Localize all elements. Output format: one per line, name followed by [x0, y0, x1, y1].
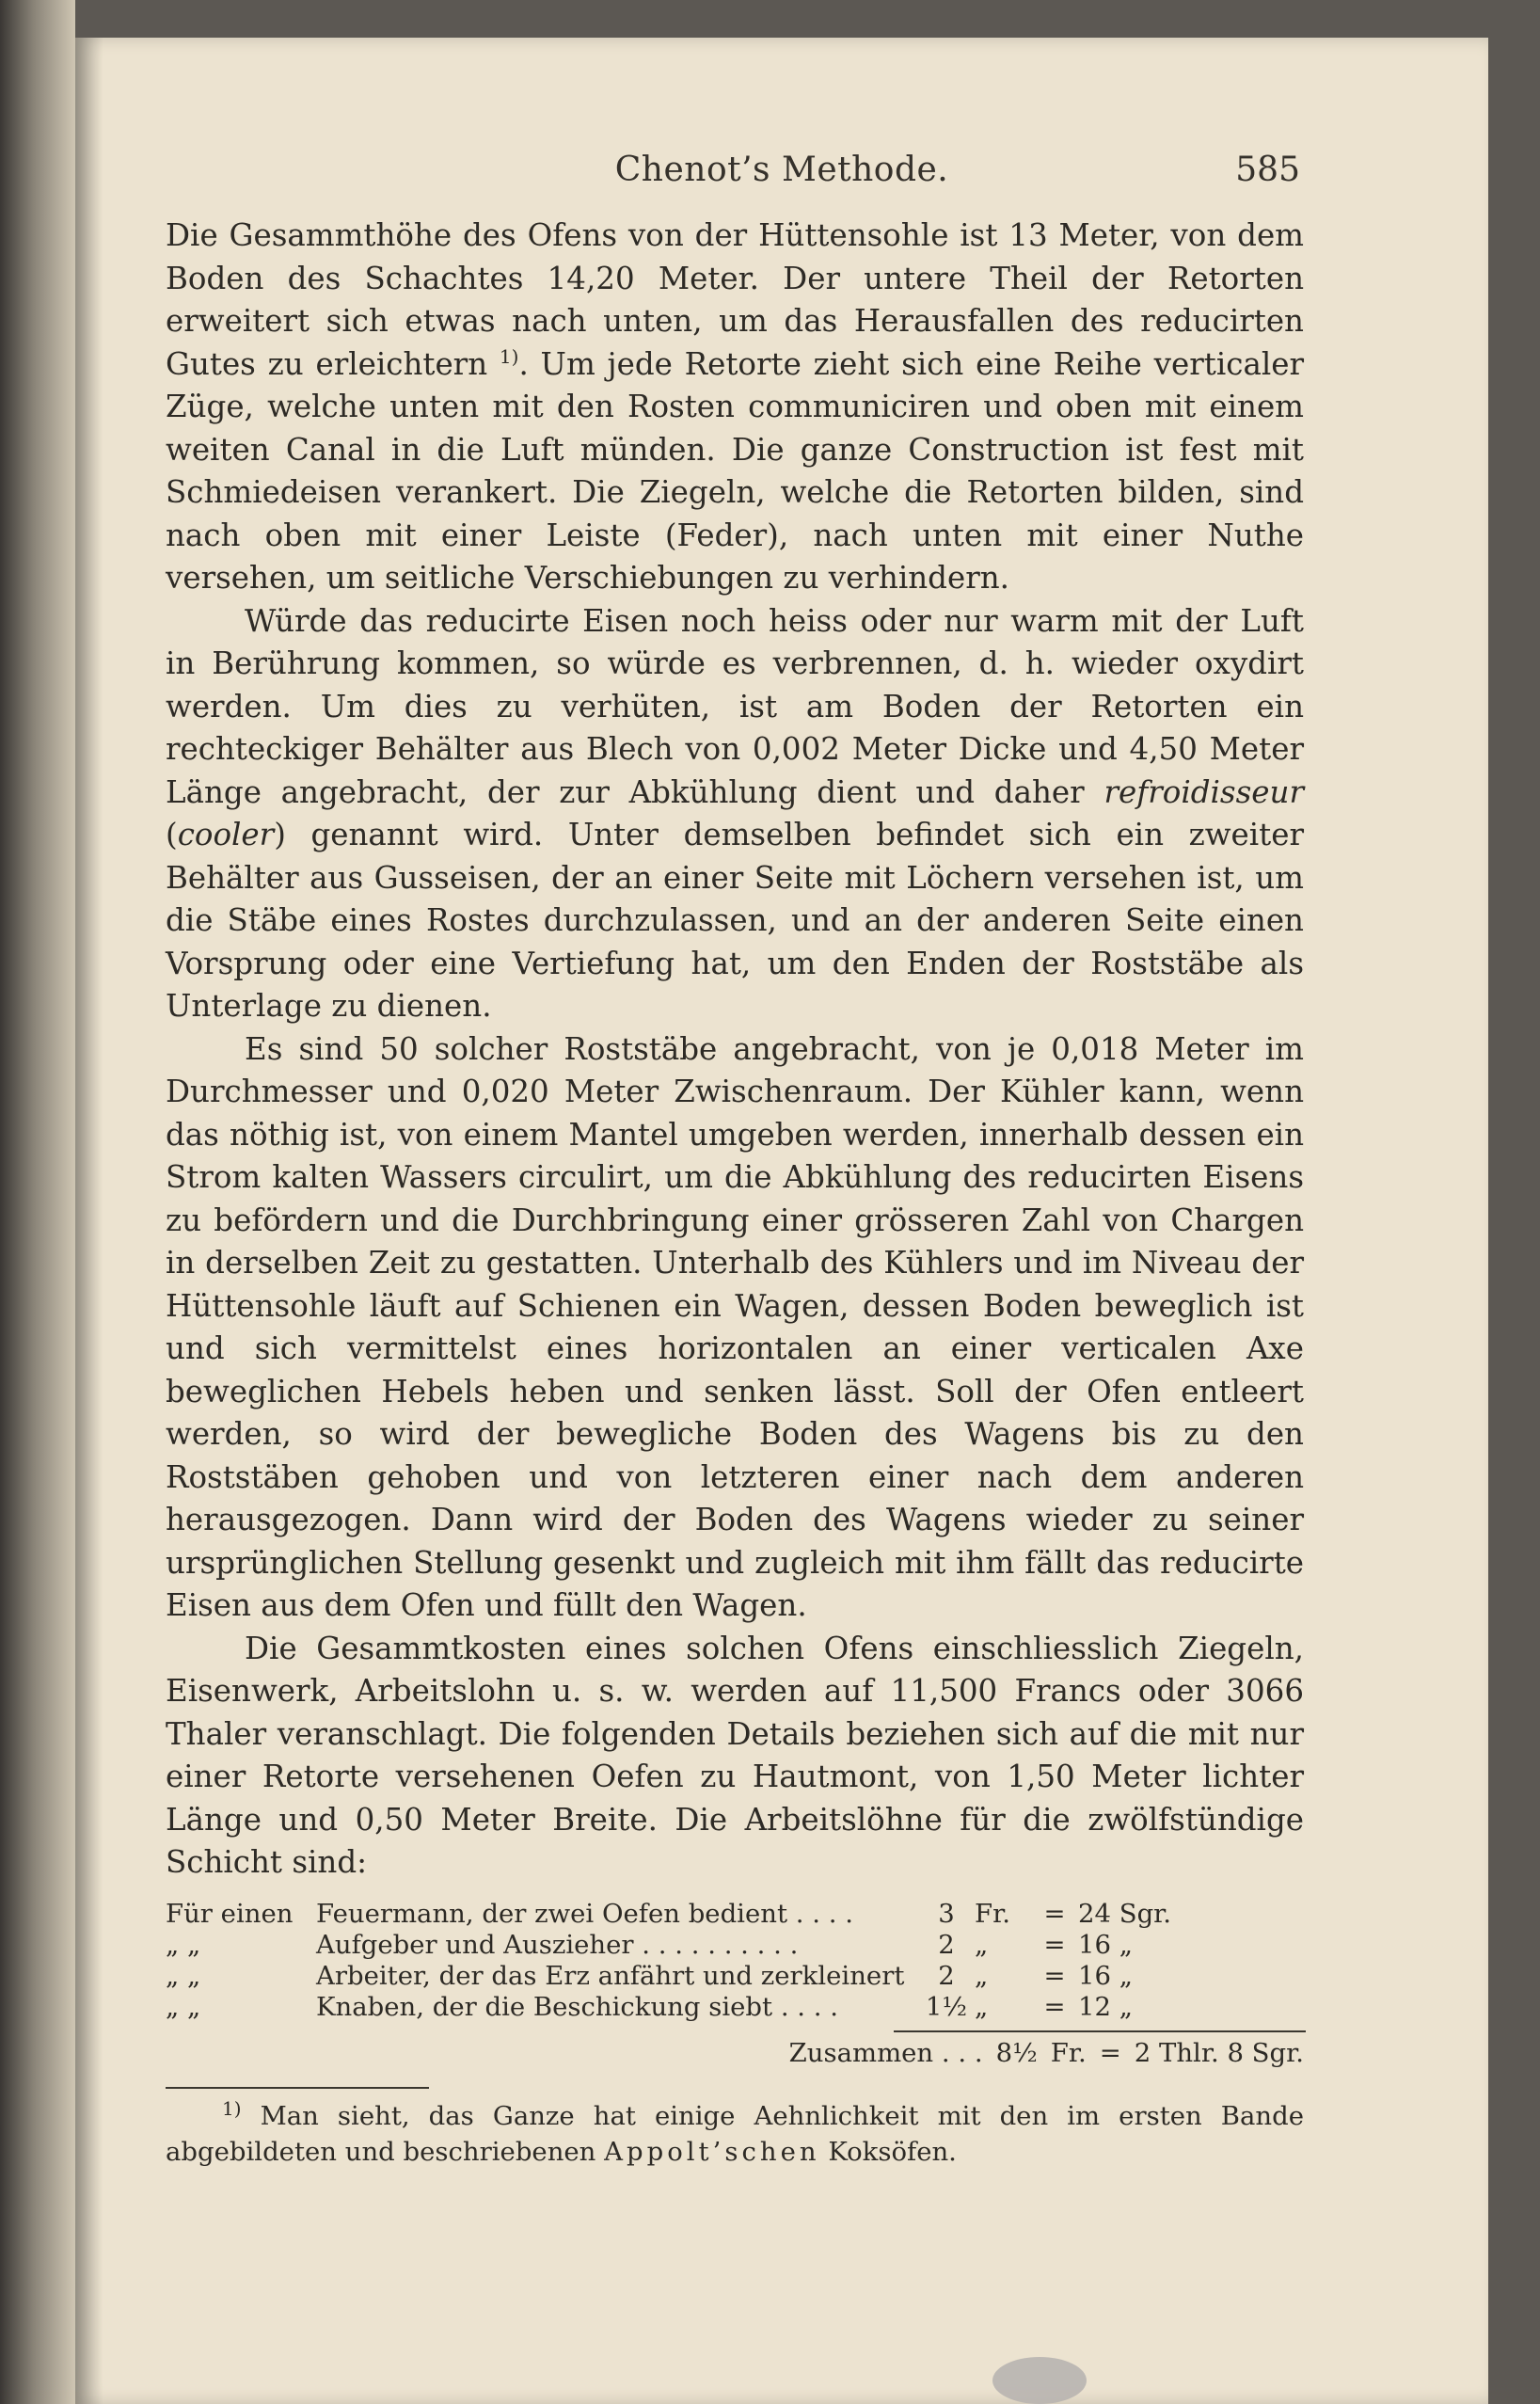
- total-equals: =: [1099, 2038, 1121, 2068]
- wage-role: Knaben, der die Beschickung siebt . . . .: [316, 1992, 839, 2022]
- total-unit: Fr.: [1050, 2038, 1087, 2068]
- wage-unit: „: [975, 1992, 989, 2022]
- paragraph: Es sind 50 solcher Roststäbe angebracht, von je 0,018 Meter im Durchmesser und 0,020 Meter Zwischenraum. Der Kühler kann, wenn das nöthig ist, von einem Mantel umgeben werden, innerhalb dessen ein Strom kalten Wassers circulirt, um die Abkühlung des reducirten Eisens zu befördern und die Durchbringung einer grösseren Zahl von Chargen in derselben Zeit zu gestatten. Unterhalb des Kühlers und im Niveau der Hüttensohle läuft auf Schienen ein Wagen, dessen Boden beweglich ist und sich vermittelst eines horizontalen an einer verticalen Axe beweglichen Hebels heben und senken lässt. Soll der Ofen entleert werden, so wird der bewegliche Boden des Wagens bis zu den Roststäben gehoben und von letzteren einer nach dem anderen herausgezogen. Dann wird der Boden des Wagens wieder zu seiner ursprünglichen Stellung gesenkt und zugleich mit ihm fällt das reducirte Eisen aus dem Ofen und füllt den Wagen.: [166, 1030, 1304, 1623]
- book-page: [75, 38, 1488, 2404]
- wage-unit: „: [975, 1930, 989, 1960]
- wage-sgr: 16 „: [1078, 1961, 1133, 1991]
- footnote: [166, 2098, 1304, 2170]
- wage-francs: 3: [938, 1899, 955, 1929]
- footnote-rule: [166, 2087, 429, 2089]
- paragraph-text: (: [166, 817, 178, 852]
- running-title: Chenot’s Methode.: [614, 151, 949, 189]
- footnote-text: Man sieht, das Ganze hat einige Aehnlichkeit mit den im ersten Bande abgebildeten und beschriebenen: [166, 2101, 1304, 2167]
- sum-rule: [894, 2030, 1306, 2032]
- total-francs: 8½: [995, 2038, 1038, 2068]
- paragraph: [166, 600, 1304, 1028]
- spine-shadow: [75, 38, 103, 2404]
- footnote-text: Koksöfen.: [819, 2137, 957, 2167]
- wage-francs: 2: [938, 1930, 955, 1960]
- table-row: [166, 1961, 1304, 1992]
- wage-role: Aufgeber und Auszieher . . . . . . . . . .: [316, 1930, 799, 1960]
- wage-equals: =: [1043, 1930, 1066, 1960]
- facing-page-edge: [0, 0, 75, 2404]
- wage-unit: „: [975, 1961, 989, 1991]
- footnote-name: Appolt’schen: [604, 2137, 820, 2167]
- wage-francs: 1½: [925, 1992, 968, 2022]
- page-header: [75, 151, 1488, 207]
- footnote-mark: 1): [222, 2096, 242, 2120]
- table-row: [166, 1899, 1304, 1930]
- italic-term: cooler: [177, 817, 275, 852]
- wage-who: „ „: [166, 1992, 201, 2022]
- table-row: [166, 1992, 1304, 2023]
- total-label: Zusammen . . .: [788, 2038, 983, 2068]
- body-text: [166, 215, 1304, 1885]
- footnote-reference: 1): [499, 344, 519, 368]
- wage-unit: Fr.: [975, 1899, 1010, 1929]
- paragraph-text: . Um jede Retorte zieht sich eine Reihe verticaler Züge, welche unten mit den Rosten communiciren und oben mit einem weiten Canal in die Luft münden. Die ganze Construction ist fest mit Schmiedeisen verankert. Die Ziegeln, welche die Retorten bilden, sind nach oben mit einer Leiste (Feder), nach unten mit einer Nuthe versehen, um seitliche Verschiebungen zu verhindern.: [166, 345, 1304, 596]
- wage-who: „ „: [166, 1930, 201, 1960]
- wage-equals: =: [1043, 1992, 1066, 2022]
- wage-equals: =: [1043, 1899, 1066, 1929]
- paragraph-text: Die Gesammthöhe des Ofens von der Hüttensohle ist 13 Meter, von dem Boden des Schachtes 14,20 Meter. Der untere Theil der Retorten erweitert sich etwas nach unten, um das Herausfallen des reducirten Gutes zu erleichtern: [166, 217, 1304, 382]
- page-number: 585: [1235, 151, 1300, 189]
- table-row: [166, 1930, 1304, 1961]
- wage-table: [166, 1899, 1304, 2023]
- wage-sgr: 24 Sgr.: [1078, 1899, 1172, 1929]
- wage-francs: 2: [938, 1961, 955, 1991]
- wage-equals: =: [1043, 1961, 1066, 1991]
- wage-who: Für einen: [166, 1899, 294, 1929]
- wage-who: „ „: [166, 1961, 201, 1991]
- total-row: [166, 2037, 1304, 2069]
- thumb-mark: [992, 2357, 1087, 2404]
- italic-term: refroidisseur: [1103, 773, 1304, 810]
- total-amount: 2 Thlr. 8 Sgr.: [1134, 2038, 1304, 2068]
- wage-role: Feuermann, der zwei Oefen bedient . . . .: [316, 1899, 853, 1929]
- paragraph: [166, 215, 1304, 600]
- paragraph-text: Würde das reducirte Eisen noch heiss oder nur warm mit der Luft in Berührung kommen, so würde es verbrennen, d. h. wieder oxydirt werden. Um dies zu verhüten, ist am Boden der Retorten ein rechteckiger Behälter aus Blech von 0,002 Meter Dicke und 4,50 Meter Länge angebracht, der zur Abkühlung dient und daher: [166, 602, 1304, 810]
- wage-sgr: 12 „: [1078, 1992, 1133, 2022]
- wage-role: Arbeiter, der das Erz anfährt und zerkleinert: [316, 1961, 905, 1991]
- wage-sgr: 16 „: [1078, 1930, 1133, 1960]
- paragraph-text: ) genannt wird. Unter demselben befindet sich ein zweiter Behälter aus Gusseisen, der an einer Seite mit Löchern versehen ist, um die Stäbe eines Rostes durchzulassen, und an der anderen Seite einen Vorsprung oder eine Vertiefung hat, um den Enden der Roststäbe als Unterlage zu dienen.: [166, 817, 1304, 1024]
- paragraph: Die Gesammtkosten eines solchen Ofens einschliesslich Ziegeln, Eisenwerk, Arbeitslohn u. s. w. werden auf 11,500 Francs oder 3066 Thaler veranschlagt. Die folgenden Details beziehen sich auf die mit nur einer Retorte versehenen Oefen zu Hautmont, von 1,50 Meter lichter Länge und 0,50 Meter Breite. Die Arbeitslöhne für die zwölfstündige Schicht sind:: [166, 1630, 1304, 1880]
